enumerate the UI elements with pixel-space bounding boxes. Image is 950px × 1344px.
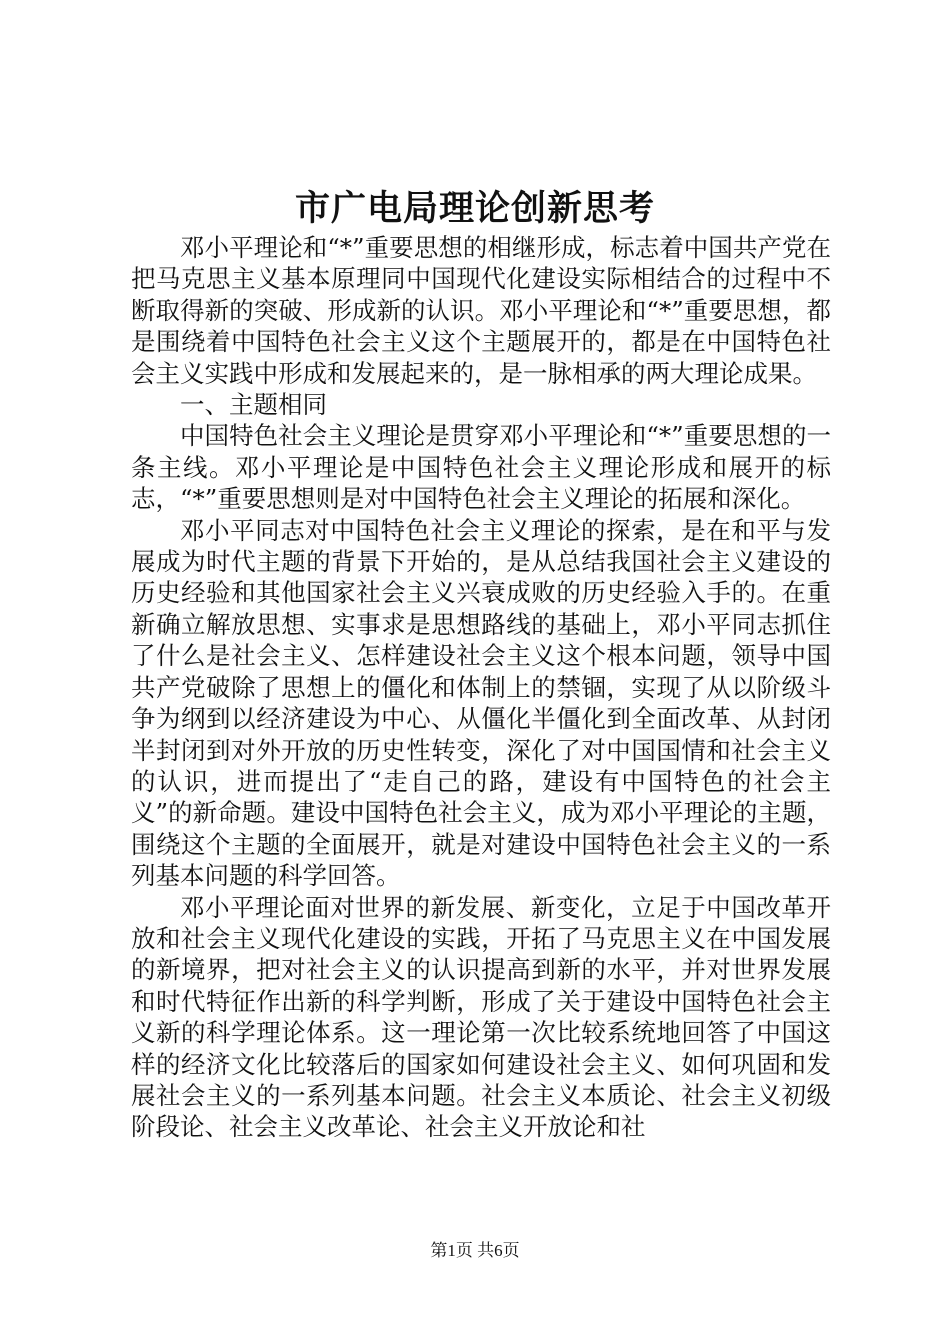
paragraph-intro: 邓小平理论和“*”重要思想的相继形成，标志着中国共产党在把马克思主义基本原理同中国现代化建设实际相结合的过程中不断取得新的突破、形成新的认识。邓小平理论和“*”重要思想，都是围绕着中国特色社会主义这个主题展开的，都是在中国特色社会主义实践中形成和发展起来的，是一脉相承的两大理论成果。 [131,233,831,388]
paragraph: 中国特色社会主义理论是贯穿邓小平理论和“*”重要思想的一条主线。邓小平理论是中国特色社会主义理论形成和展开的标志，“*”重要思想则是对中国特色社会主义理论的拓展和深化。 [131,421,831,514]
document-body [131,232,831,1143]
paragraph: 邓小平同志对中国特色社会主义理论的探索，是在和平与发展成为时代主题的背景下开始的，是从总结我国社会主义建设的历史经验和其他国家社会主义兴衰成败的历史经验入手的。在重新确立解放思想、实事求是思想路线的基础上，邓小平同志抓住了什么是社会主义、怎样建设社会主义这个根本问题，领导中国共产党破除了思想上的僵化和体制上的禁锢，实现了从以阶级斗争为纲到以经济建设为中心、从僵化半僵化到全面改革、从封闭半封闭到对外开放的历史性转变，深化了对中国国情和社会主义的认识，进而提出了“走自己的路，建设有中国特色的社会主义”的新命题。建设中国特色社会主义，成为邓小平理论的主题，围绕这个主题的全面展开，就是对建设中国特色社会主义的一系列基本问题的科学回答。 [131,515,831,891]
section-heading: 一、主题相同 [180,390,327,420]
page-number-footer: 第1页 共6页 [430,1241,520,1260]
paragraph: 邓小平理论面对世界的新发展、新变化，立足于中国改革开放和社会主义现代化建设的实践，开拓了马克思主义在中国发展的新境界，把对社会主义的认识提高到新的水平，并对世界发展和时代特征作出新的科学判断，形成了关于建设中国特色社会主义新的科学理论体系。这一理论第一次比较系统地回答了中国这样的经济文化比较落后的国家如何建设社会主义、如何巩固和发展社会主义的一系列基本问题。社会主义本质论、社会主义初级阶段论、社会主义改革论、社会主义开放论和社 [131,892,831,1142]
document-title: 市广电局理论创新思考 [294,188,655,229]
